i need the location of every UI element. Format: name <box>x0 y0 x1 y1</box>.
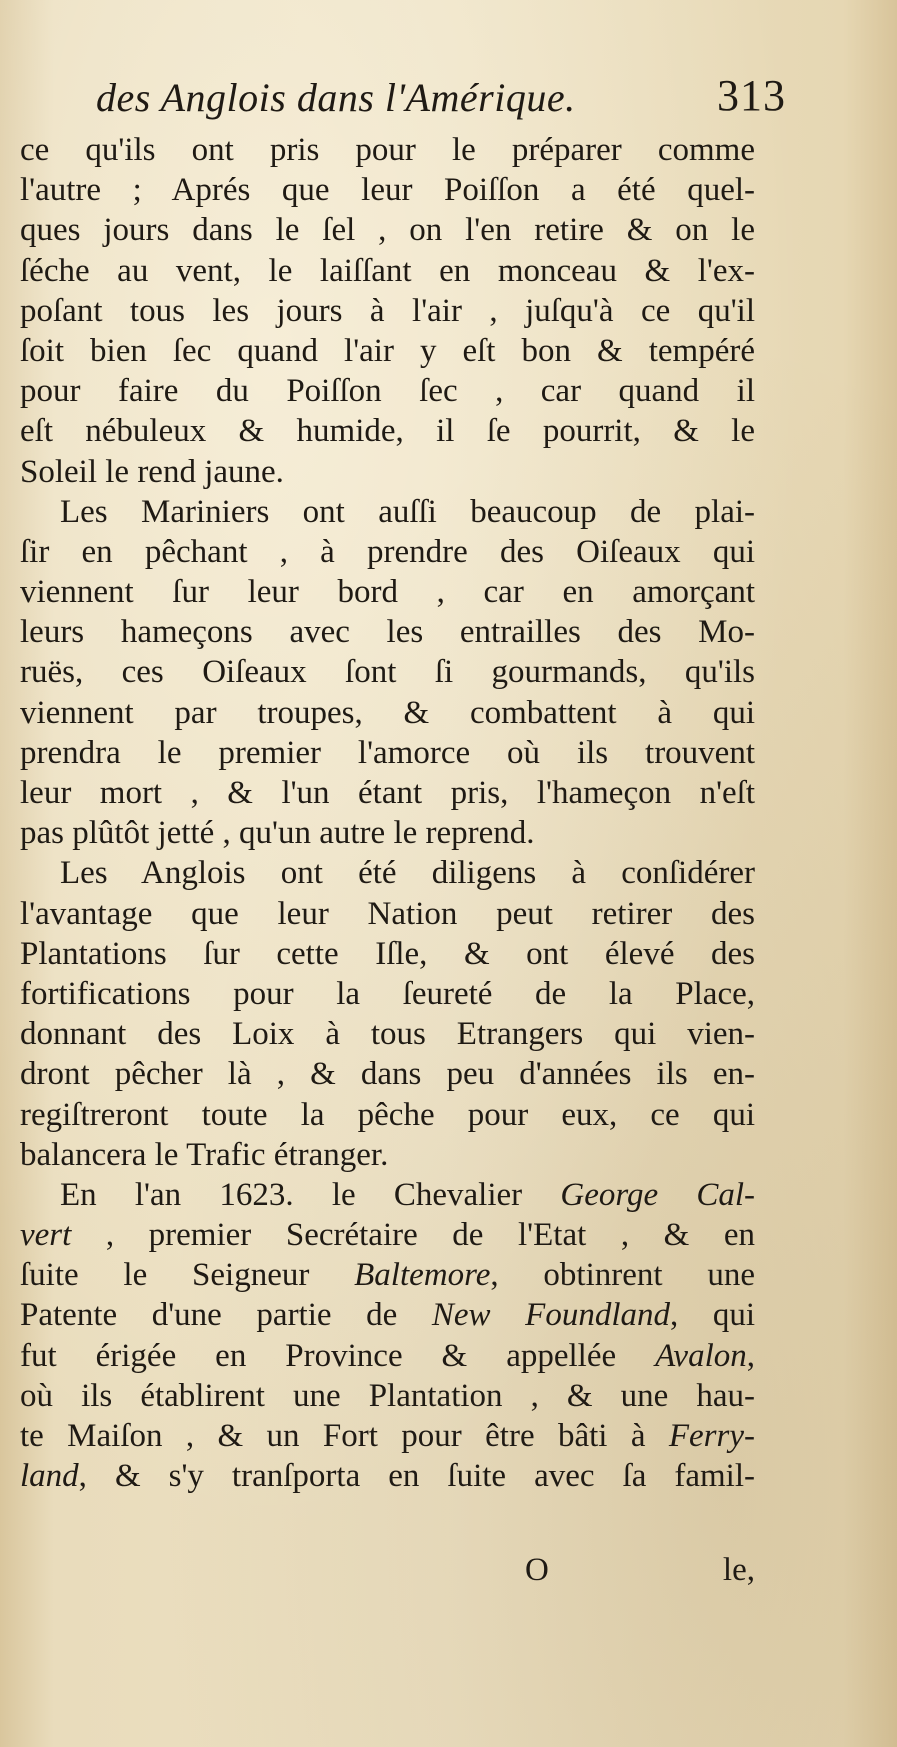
paragraph-first-line: Les Anglois ont été diligens à conſidérer <box>60 855 755 892</box>
name-george-calvert: George Cal- <box>560 1176 755 1213</box>
text-line: eſt nébuleux & humide, il ſe pourrit, & le <box>20 413 755 450</box>
name-calvert-end: vert <box>20 1217 72 1254</box>
text-line: ſoit bien ſec quand l'air y eſt bon & tempéré <box>20 332 755 369</box>
text-line: donnant des Loix à tous Etrangers qui vien- <box>20 1016 755 1053</box>
text-line: leurs hameçons avec les entrailles des Mo- <box>20 614 755 651</box>
text-line: ce qu'ils ont pris pour le préparer comme <box>20 132 755 168</box>
text-line: fortifications pour la ſeureté de la Place, <box>20 975 755 1012</box>
text-run: , obtinrent une <box>490 1257 755 1294</box>
text-line <box>20 1416 755 1456</box>
text-run: Patente d'une partie de <box>20 1297 432 1334</box>
paragraph-first-line: Les Mariniers ont auſſi beaucoup de plai- <box>60 493 755 530</box>
text-line: balancera le Trafic étranger. <box>20 1136 389 1173</box>
text-run: , <box>746 1337 755 1374</box>
text-line: ques jours dans le ſel , on l'en retire & on le <box>20 212 755 249</box>
text-run: , qui <box>669 1297 755 1334</box>
catchword: le, <box>722 1552 755 1588</box>
body-text <box>20 130 755 1496</box>
running-title: des Anglois dans l'Amérique. <box>96 75 576 120</box>
text-line: dront pêcher là , & dans peu d'années ils en- <box>20 1056 755 1093</box>
text-line: leur mort , & l'un étant pris, l'hameçon n'eſt <box>20 775 755 811</box>
text-run: où ils établirent une Plantation , & une hau- <box>20 1377 755 1414</box>
text-line: l'autre ; Aprés que leur Poiſſon a été quel- <box>20 172 755 209</box>
name-ferryland-end: land <box>20 1458 79 1495</box>
text-line: pas plûtôt jetté , qu'un autre le reprend. <box>20 815 535 852</box>
text-run: , premier Secrétaire de l'Etat , & en <box>71 1217 755 1254</box>
text-run: En l'an 1623. le Chevalier <box>60 1176 561 1213</box>
page-header <box>96 70 786 130</box>
text-line: Plantations ſur cette Iſle, & ont élevé des <box>20 935 755 972</box>
paragraph-first-line <box>20 1175 755 1215</box>
page-footer <box>20 1552 755 1596</box>
text-line <box>20 1215 755 1255</box>
text-run: ſuite le Seigneur <box>20 1257 355 1294</box>
name-new-foundland: New Foundland <box>431 1297 670 1334</box>
name-avalon: Avalon <box>655 1337 747 1374</box>
text-line: regiſtreront toute la pêche pour eux, ce qui <box>20 1096 755 1133</box>
text-line <box>20 1255 755 1295</box>
name-baltemore: Baltemore <box>354 1257 491 1294</box>
text-line: viennent par troupes, & combattent à qui <box>20 694 755 731</box>
text-line <box>20 1456 755 1496</box>
text-line: ruës, ces Oiſeaux ſont ſi gourmands, qu'ils <box>20 654 755 691</box>
text-line: l'avantage que leur Nation peut retirer des <box>20 895 755 932</box>
text-line <box>20 1376 755 1416</box>
text-line: viennent ſur leur bord , car en amorçant <box>20 574 755 611</box>
text-run: fut érigée en Province & appellée <box>20 1337 656 1374</box>
name-ferryland: Ferry- <box>668 1418 755 1454</box>
page-number: 313 <box>717 71 786 120</box>
text-line: ſir en pêchant , à prendre des Oiſeaux qui <box>20 533 755 570</box>
text-line: ſéche au vent, le laiſſant en monceau & l'ex- <box>20 252 755 289</box>
text-line: pour faire du Poiſſon ſec , car quand il <box>20 373 755 410</box>
text-run: te Maiſon , & un Fort pour être bâti à <box>20 1418 669 1454</box>
signature-mark: O <box>525 1552 549 1588</box>
text-line: Soleil le rend jaune. <box>20 453 284 490</box>
text-line: poſant tous les jours à l'air , juſqu'à ce qu'il <box>20 292 755 329</box>
text-line <box>20 1295 755 1335</box>
text-run: , & s'y tranſporta en ſuite avec ſa famil- <box>78 1458 755 1495</box>
text-line: prendra le premier l'amorce où ils trouvent <box>20 734 755 771</box>
text-line <box>20 1336 755 1376</box>
